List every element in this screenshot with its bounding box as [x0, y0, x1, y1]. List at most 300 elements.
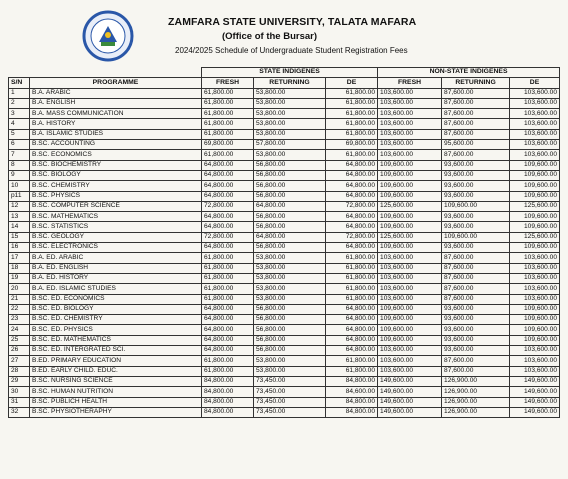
non-state-returning-cell: 93,600.00 — [442, 181, 510, 191]
state-de-cell: 64,800.00 — [326, 304, 378, 314]
serial-number-cell: 32 — [9, 407, 30, 417]
table-row — [9, 191, 560, 201]
non-state-fresh-cell: 103,600.00 — [378, 366, 442, 376]
serial-number-cell: 14 — [9, 222, 30, 232]
non-state-returning-cell: 87,600.00 — [442, 273, 510, 283]
non-state-de-cell: 149,600.00 — [510, 397, 560, 407]
column-header: DE — [326, 78, 378, 88]
non-state-returning-cell: 93,600.00 — [442, 222, 510, 232]
non-state-indigenes-header: NON-STATE INDIGENES — [378, 68, 560, 78]
non-state-de-cell: 109,600.00 — [510, 222, 560, 232]
state-de-cell: 61,800.00 — [326, 150, 378, 160]
non-state-fresh-cell: 103,600.00 — [378, 109, 442, 119]
non-state-fresh-cell: 125,600.00 — [378, 201, 442, 211]
serial-number-cell: 5 — [9, 129, 30, 139]
serial-number-cell: p11 — [9, 191, 30, 201]
state-fresh-cell: 64,800.00 — [202, 304, 254, 314]
programme-cell: B.A. HISTORY — [30, 119, 202, 129]
non-state-fresh-cell: 109,600.00 — [378, 181, 442, 191]
state-returning-cell: 56,800.00 — [254, 346, 326, 356]
programme-cell: B.SC. ELECTRONICS — [30, 243, 202, 253]
state-de-cell: 61,800.00 — [326, 98, 378, 108]
non-state-fresh-cell: 109,600.00 — [378, 325, 442, 335]
table-row — [9, 304, 560, 314]
programme-cell: B.SC. ED. INTERGRATED SCI. — [30, 346, 202, 356]
non-state-fresh-cell: 109,600.00 — [378, 160, 442, 170]
state-returning-cell: 56,800.00 — [254, 160, 326, 170]
programme-cell: B.ED. PRIMARY EDUCATION — [30, 356, 202, 366]
programme-cell: B.A. ED. ISLAMIC STUDIES — [30, 284, 202, 294]
non-state-de-cell: 103,600.00 — [510, 129, 560, 139]
state-de-cell: 64,800.00 — [326, 325, 378, 335]
table-row — [9, 263, 560, 273]
state-de-cell: 84,800.00 — [326, 376, 378, 386]
table-row — [9, 181, 560, 191]
state-returning-cell: 56,800.00 — [254, 170, 326, 180]
non-state-returning-cell: 87,600.00 — [442, 366, 510, 376]
state-fresh-cell: 61,800.00 — [202, 294, 254, 304]
state-returning-cell: 64,800.00 — [254, 232, 326, 242]
state-returning-cell: 56,800.00 — [254, 304, 326, 314]
state-de-cell: 64,800.00 — [326, 160, 378, 170]
state-returning-cell: 56,800.00 — [254, 222, 326, 232]
state-returning-cell: 56,800.00 — [254, 212, 326, 222]
non-state-fresh-cell: 109,600.00 — [378, 315, 442, 325]
non-state-fresh-cell: 103,600.00 — [378, 273, 442, 283]
state-de-cell: 84,600.00 — [326, 387, 378, 397]
non-state-de-cell: 109,600.00 — [510, 243, 560, 253]
programme-cell: B.SC. ED. BIOLOGY — [30, 304, 202, 314]
non-state-fresh-cell: 103,600.00 — [378, 263, 442, 273]
column-header: RETURNING — [442, 78, 510, 88]
state-fresh-cell: 64,800.00 — [202, 315, 254, 325]
non-state-returning-cell: 87,600.00 — [442, 129, 510, 139]
state-de-cell: 64,800.00 — [326, 222, 378, 232]
non-state-returning-cell: 87,600.00 — [442, 109, 510, 119]
state-returning-cell: 53,800.00 — [254, 98, 326, 108]
non-state-returning-cell: 87,600.00 — [442, 253, 510, 263]
state-fresh-cell: 64,800.00 — [202, 335, 254, 345]
serial-number-cell: 25 — [9, 335, 30, 345]
serial-number-cell: 3 — [9, 109, 30, 119]
non-state-de-cell: 103,600.00 — [510, 366, 560, 376]
state-de-cell: 61,800.00 — [326, 253, 378, 263]
state-fresh-cell: 64,800.00 — [202, 243, 254, 253]
non-state-de-cell: 103,600.00 — [510, 109, 560, 119]
state-returning-cell: 73,450.00 — [254, 376, 326, 386]
state-fresh-cell: 61,800.00 — [202, 119, 254, 129]
state-de-cell: 61,800.00 — [326, 273, 378, 283]
non-state-de-cell: 125,600.00 — [510, 201, 560, 211]
non-state-de-cell: 109,600.00 — [510, 160, 560, 170]
serial-number-cell: 4 — [9, 119, 30, 129]
state-returning-cell: 56,800.00 — [254, 315, 326, 325]
table-row — [9, 109, 560, 119]
serial-number-cell: 9 — [9, 170, 30, 180]
programme-cell: B.SC. MATHEMATICS — [30, 212, 202, 222]
serial-number-cell: 16 — [9, 243, 30, 253]
non-state-de-cell: 109,600.00 — [510, 212, 560, 222]
table-row — [9, 222, 560, 232]
programme-cell: B.SC. ECONOMICS — [30, 150, 202, 160]
non-state-fresh-cell: 103,600.00 — [378, 253, 442, 263]
non-state-fresh-cell: 109,600.00 — [378, 304, 442, 314]
programme-cell: B.SC. PHYSIOTHERAPHY — [30, 407, 202, 417]
non-state-fresh-cell: 103,600.00 — [378, 140, 442, 150]
table-row — [9, 387, 560, 397]
fees-table-body — [9, 88, 560, 418]
serial-number-cell: 23 — [9, 315, 30, 325]
state-fresh-cell: 61,800.00 — [202, 273, 254, 283]
serial-number-cell: 19 — [9, 273, 30, 283]
office-name: (Office of the Bursar) — [222, 31, 318, 42]
serial-number-cell: 17 — [9, 253, 30, 263]
table-row — [9, 119, 560, 129]
university-logo — [82, 10, 134, 62]
non-state-de-cell: 109,600.00 — [510, 191, 560, 201]
programme-cell: B.SC. COMPUTER SCIENCE — [30, 201, 202, 211]
non-state-fresh-cell: 125,600.00 — [378, 232, 442, 242]
programme-cell: B.SC. GEOLOGY — [30, 232, 202, 242]
non-state-fresh-cell: 103,600.00 — [378, 346, 442, 356]
state-returning-cell: 73,450.00 — [254, 387, 326, 397]
state-de-cell: 61,800.00 — [326, 119, 378, 129]
column-header: RETURNING — [254, 78, 326, 88]
serial-number-cell: 28 — [9, 366, 30, 376]
table-row — [9, 294, 560, 304]
non-state-returning-cell: 87,600.00 — [442, 98, 510, 108]
serial-number-cell: 27 — [9, 356, 30, 366]
state-returning-cell: 53,800.00 — [254, 119, 326, 129]
non-state-de-cell: 103,600.00 — [510, 253, 560, 263]
state-de-cell: 84,800.00 — [326, 407, 378, 417]
non-state-fresh-cell: 109,600.00 — [378, 335, 442, 345]
serial-number-cell: 13 — [9, 212, 30, 222]
state-returning-cell: 53,800.00 — [254, 150, 326, 160]
non-state-fresh-cell: 103,600.00 — [378, 294, 442, 304]
serial-number-cell: 29 — [9, 376, 30, 386]
non-state-de-cell: 103,600.00 — [510, 273, 560, 283]
table-row — [9, 325, 560, 335]
table-row — [9, 88, 560, 98]
state-indigenes-header: STATE INDIGENES — [202, 68, 378, 78]
non-state-returning-cell: 109,600.00 — [442, 201, 510, 211]
table-row — [9, 397, 560, 407]
serial-number-cell: 7 — [9, 150, 30, 160]
non-state-returning-cell: 93,600.00 — [442, 304, 510, 314]
non-state-returning-cell: 87,600.00 — [442, 356, 510, 366]
table-row — [9, 201, 560, 211]
non-state-de-cell: 103,600.00 — [510, 98, 560, 108]
state-returning-cell: 53,800.00 — [254, 129, 326, 139]
non-state-fresh-cell: 149,600.00 — [378, 397, 442, 407]
schedule-title: 2024/2025 Schedule of Undergraduate Student Registration Fees — [175, 46, 408, 55]
group-header-row — [9, 68, 560, 78]
state-fresh-cell: 61,800.00 — [202, 263, 254, 273]
state-fresh-cell: 61,800.00 — [202, 98, 254, 108]
state-fresh-cell: 61,800.00 — [202, 109, 254, 119]
state-returning-cell: 53,800.00 — [254, 253, 326, 263]
programme-cell: B.A. ED. ARABIC — [30, 253, 202, 263]
non-state-returning-cell: 87,600.00 — [442, 294, 510, 304]
table-row — [9, 129, 560, 139]
state-returning-cell: 56,800.00 — [254, 325, 326, 335]
state-fresh-cell: 61,800.00 — [202, 253, 254, 263]
state-returning-cell: 56,800.00 — [254, 243, 326, 253]
non-state-de-cell: 109,600.00 — [510, 181, 560, 191]
state-fresh-cell: 69,800.00 — [202, 140, 254, 150]
non-state-returning-cell: 126,900.00 — [442, 407, 510, 417]
serial-number-cell: 24 — [9, 325, 30, 335]
non-state-de-cell: 103,600.00 — [510, 119, 560, 129]
document-header — [0, 0, 568, 64]
non-state-de-cell: 109,600.00 — [510, 170, 560, 180]
non-state-returning-cell: 93,600.00 — [442, 160, 510, 170]
state-returning-cell: 56,800.00 — [254, 335, 326, 345]
state-fresh-cell: 64,800.00 — [202, 325, 254, 335]
state-returning-cell: 53,800.00 — [254, 356, 326, 366]
table-row — [9, 170, 560, 180]
programme-cell: B.ED. EARLY CHILD. EDUC. — [30, 366, 202, 376]
serial-number-cell: 21 — [9, 294, 30, 304]
serial-number-cell: 8 — [9, 160, 30, 170]
table-row — [9, 140, 560, 150]
table-row — [9, 212, 560, 222]
state-de-cell: 61,800.00 — [326, 356, 378, 366]
non-state-returning-cell: 87,600.00 — [442, 263, 510, 273]
programme-cell: B.SC. NURSING SCIENCE — [30, 376, 202, 386]
programme-cell: B.SC. PUBLICH HEALTH — [30, 397, 202, 407]
serial-number-cell: 18 — [9, 263, 30, 273]
non-state-de-cell: 103,600.00 — [510, 140, 560, 150]
table-row — [9, 346, 560, 356]
non-state-de-cell: 103,600.00 — [510, 346, 560, 356]
serial-number-cell: 26 — [9, 346, 30, 356]
non-state-returning-cell: 93,600.00 — [442, 315, 510, 325]
non-state-fresh-cell: 149,600.00 — [378, 376, 442, 386]
non-state-returning-cell: 87,600.00 — [442, 284, 510, 294]
state-returning-cell: 53,800.00 — [254, 273, 326, 283]
state-de-cell: 61,800.00 — [326, 129, 378, 139]
table-row — [9, 407, 560, 417]
state-returning-cell: 56,800.00 — [254, 181, 326, 191]
column-header: FRESH — [202, 78, 254, 88]
non-state-returning-cell: 87,600.00 — [442, 88, 510, 98]
non-state-fresh-cell: 109,600.00 — [378, 170, 442, 180]
state-fresh-cell: 64,800.00 — [202, 170, 254, 180]
programme-cell: B.SC. ED. ECONOMICS — [30, 294, 202, 304]
non-state-fresh-cell: 103,600.00 — [378, 284, 442, 294]
non-state-fresh-cell: 103,600.00 — [378, 119, 442, 129]
column-header-row — [9, 78, 560, 88]
serial-number-cell: 2 — [9, 98, 30, 108]
non-state-de-cell: 109,600.00 — [510, 325, 560, 335]
non-state-returning-cell: 93,600.00 — [442, 335, 510, 345]
table-row — [9, 150, 560, 160]
state-de-cell: 64,800.00 — [326, 212, 378, 222]
non-state-de-cell: 103,600.00 — [510, 294, 560, 304]
state-fresh-cell: 64,800.00 — [202, 222, 254, 232]
non-state-de-cell: 103,600.00 — [510, 263, 560, 273]
state-fresh-cell: 61,800.00 — [202, 88, 254, 98]
blank-header-cell — [9, 68, 202, 78]
state-de-cell: 61,800.00 — [326, 109, 378, 119]
non-state-returning-cell: 93,600.00 — [442, 212, 510, 222]
table-row — [9, 253, 560, 263]
serial-number-cell: 15 — [9, 232, 30, 242]
non-state-fresh-cell: 109,600.00 — [378, 212, 442, 222]
non-state-fresh-cell: 109,600.00 — [378, 222, 442, 232]
state-fresh-cell: 72,800.00 — [202, 201, 254, 211]
serial-number-cell: 12 — [9, 201, 30, 211]
non-state-de-cell: 149,600.00 — [510, 376, 560, 386]
table-row — [9, 376, 560, 386]
university-name: ZAMFARA STATE UNIVERSITY, TALATA MAFARA — [168, 16, 417, 28]
state-de-cell: 64,800.00 — [326, 181, 378, 191]
table-row — [9, 366, 560, 376]
state-de-cell: 61,800.00 — [326, 88, 378, 98]
programme-cell: B.A. ISLAMIC STUDIES — [30, 129, 202, 139]
non-state-de-cell: 109,600.00 — [510, 335, 560, 345]
state-returning-cell: 53,800.00 — [254, 263, 326, 273]
state-fresh-cell: 61,800.00 — [202, 366, 254, 376]
non-state-returning-cell: 93,600.00 — [442, 346, 510, 356]
programme-cell: B.SC. STATISTICS — [30, 222, 202, 232]
non-state-fresh-cell: 103,600.00 — [378, 356, 442, 366]
non-state-fresh-cell: 109,600.00 — [378, 243, 442, 253]
state-de-cell: 64,800.00 — [326, 315, 378, 325]
state-fresh-cell: 84,800.00 — [202, 387, 254, 397]
column-header: DE — [510, 78, 560, 88]
non-state-de-cell: 103,600.00 — [510, 88, 560, 98]
state-de-cell: 64,800.00 — [326, 170, 378, 180]
programme-cell: B.A. ED. ENGLISH — [30, 263, 202, 273]
state-de-cell: 64,800.00 — [326, 243, 378, 253]
non-state-fresh-cell: 149,600.00 — [378, 387, 442, 397]
state-fresh-cell: 84,800.00 — [202, 376, 254, 386]
non-state-fresh-cell: 103,600.00 — [378, 88, 442, 98]
state-de-cell: 72,800.00 — [326, 201, 378, 211]
non-state-de-cell: 103,600.00 — [510, 284, 560, 294]
programme-cell: B.SC. ACCOUNTING — [30, 140, 202, 150]
column-header: FRESH — [378, 78, 442, 88]
state-returning-cell: 53,800.00 — [254, 109, 326, 119]
state-returning-cell: 53,800.00 — [254, 366, 326, 376]
table-row — [9, 243, 560, 253]
programme-cell: B.SC. BIOCHEMISTRY — [30, 160, 202, 170]
programme-cell: B.SC. ED. MATHEMATICS — [30, 335, 202, 345]
state-de-cell: 61,800.00 — [326, 284, 378, 294]
programme-cell: B.SC. ED. CHEMISTRY — [30, 315, 202, 325]
non-state-fresh-cell: 103,600.00 — [378, 129, 442, 139]
state-fresh-cell: 64,800.00 — [202, 346, 254, 356]
programme-cell: B.A. ARABIC — [30, 88, 202, 98]
non-state-returning-cell: 126,900.00 — [442, 387, 510, 397]
state-returning-cell: 57,800.00 — [254, 140, 326, 150]
non-state-de-cell: 149,600.00 — [510, 387, 560, 397]
non-state-returning-cell: 126,900.00 — [442, 376, 510, 386]
programme-cell: B.SC. BIOLOGY — [30, 170, 202, 180]
state-de-cell: 64,800.00 — [326, 335, 378, 345]
state-fresh-cell: 64,800.00 — [202, 160, 254, 170]
state-de-cell: 61,800.00 — [326, 366, 378, 376]
table-row — [9, 232, 560, 242]
non-state-fresh-cell: 103,600.00 — [378, 98, 442, 108]
state-fresh-cell: 64,800.00 — [202, 212, 254, 222]
non-state-returning-cell: 93,600.00 — [442, 170, 510, 180]
state-fresh-cell: 61,800.00 — [202, 284, 254, 294]
state-de-cell: 64,800.00 — [326, 191, 378, 201]
state-returning-cell: 53,800.00 — [254, 284, 326, 294]
table-row — [9, 284, 560, 294]
state-fresh-cell: 61,800.00 — [202, 356, 254, 366]
non-state-returning-cell: 93,600.00 — [442, 325, 510, 335]
table-row — [9, 160, 560, 170]
column-header: PROGRAMME — [30, 78, 202, 88]
state-returning-cell: 64,800.00 — [254, 201, 326, 211]
serial-number-cell: 1 — [9, 88, 30, 98]
programme-cell: B.SC. HUMAN NUTRITION — [30, 387, 202, 397]
state-fresh-cell: 84,800.00 — [202, 397, 254, 407]
programme-cell: B.A. ENGLISH — [30, 98, 202, 108]
non-state-de-cell: 109,600.00 — [510, 304, 560, 314]
state-returning-cell: 56,800.00 — [254, 191, 326, 201]
non-state-returning-cell: 109,600.00 — [442, 232, 510, 242]
programme-cell: B.SC. PHYSICS — [30, 191, 202, 201]
non-state-de-cell: 103,600.00 — [510, 150, 560, 160]
serial-number-cell: 22 — [9, 304, 30, 314]
serial-number-cell: 6 — [9, 140, 30, 150]
state-de-cell: 72,800.00 — [326, 232, 378, 242]
state-fresh-cell: 61,800.00 — [202, 150, 254, 160]
state-fresh-cell: 72,800.00 — [202, 232, 254, 242]
state-fresh-cell: 84,800.00 — [202, 407, 254, 417]
state-returning-cell: 73,450.00 — [254, 407, 326, 417]
non-state-fresh-cell: 149,600.00 — [378, 407, 442, 417]
serial-number-cell: 20 — [9, 284, 30, 294]
programme-cell: B.SC. CHEMISTRY — [30, 181, 202, 191]
fees-table — [8, 67, 560, 418]
state-de-cell: 61,800.00 — [326, 294, 378, 304]
non-state-de-cell: 109,600.00 — [510, 315, 560, 325]
non-state-returning-cell: 95,600.00 — [442, 140, 510, 150]
table-row — [9, 273, 560, 283]
state-fresh-cell: 64,800.00 — [202, 181, 254, 191]
table-row — [9, 335, 560, 345]
non-state-de-cell: 149,600.00 — [510, 407, 560, 417]
programme-cell: B.A. ED. HISTORY — [30, 273, 202, 283]
non-state-de-cell: 125,600.00 — [510, 232, 560, 242]
state-de-cell: 64,800.00 — [326, 346, 378, 356]
state-returning-cell: 53,800.00 — [254, 294, 326, 304]
non-state-returning-cell: 93,600.00 — [442, 243, 510, 253]
state-de-cell: 84,800.00 — [326, 397, 378, 407]
state-returning-cell: 73,450.00 — [254, 397, 326, 407]
non-state-de-cell: 103,600.00 — [510, 356, 560, 366]
serial-number-cell: 10 — [9, 181, 30, 191]
table-row — [9, 98, 560, 108]
non-state-returning-cell: 126,900.00 — [442, 397, 510, 407]
table-row — [9, 356, 560, 366]
state-fresh-cell: 64,800.00 — [202, 191, 254, 201]
state-returning-cell: 53,800.00 — [254, 88, 326, 98]
serial-number-cell: 30 — [9, 387, 30, 397]
programme-cell: B.SC. ED. PHYSICS — [30, 325, 202, 335]
non-state-returning-cell: 87,600.00 — [442, 119, 510, 129]
non-state-returning-cell: 93,600.00 — [442, 191, 510, 201]
column-header: S/N — [9, 78, 30, 88]
state-de-cell: 69,800.00 — [326, 140, 378, 150]
